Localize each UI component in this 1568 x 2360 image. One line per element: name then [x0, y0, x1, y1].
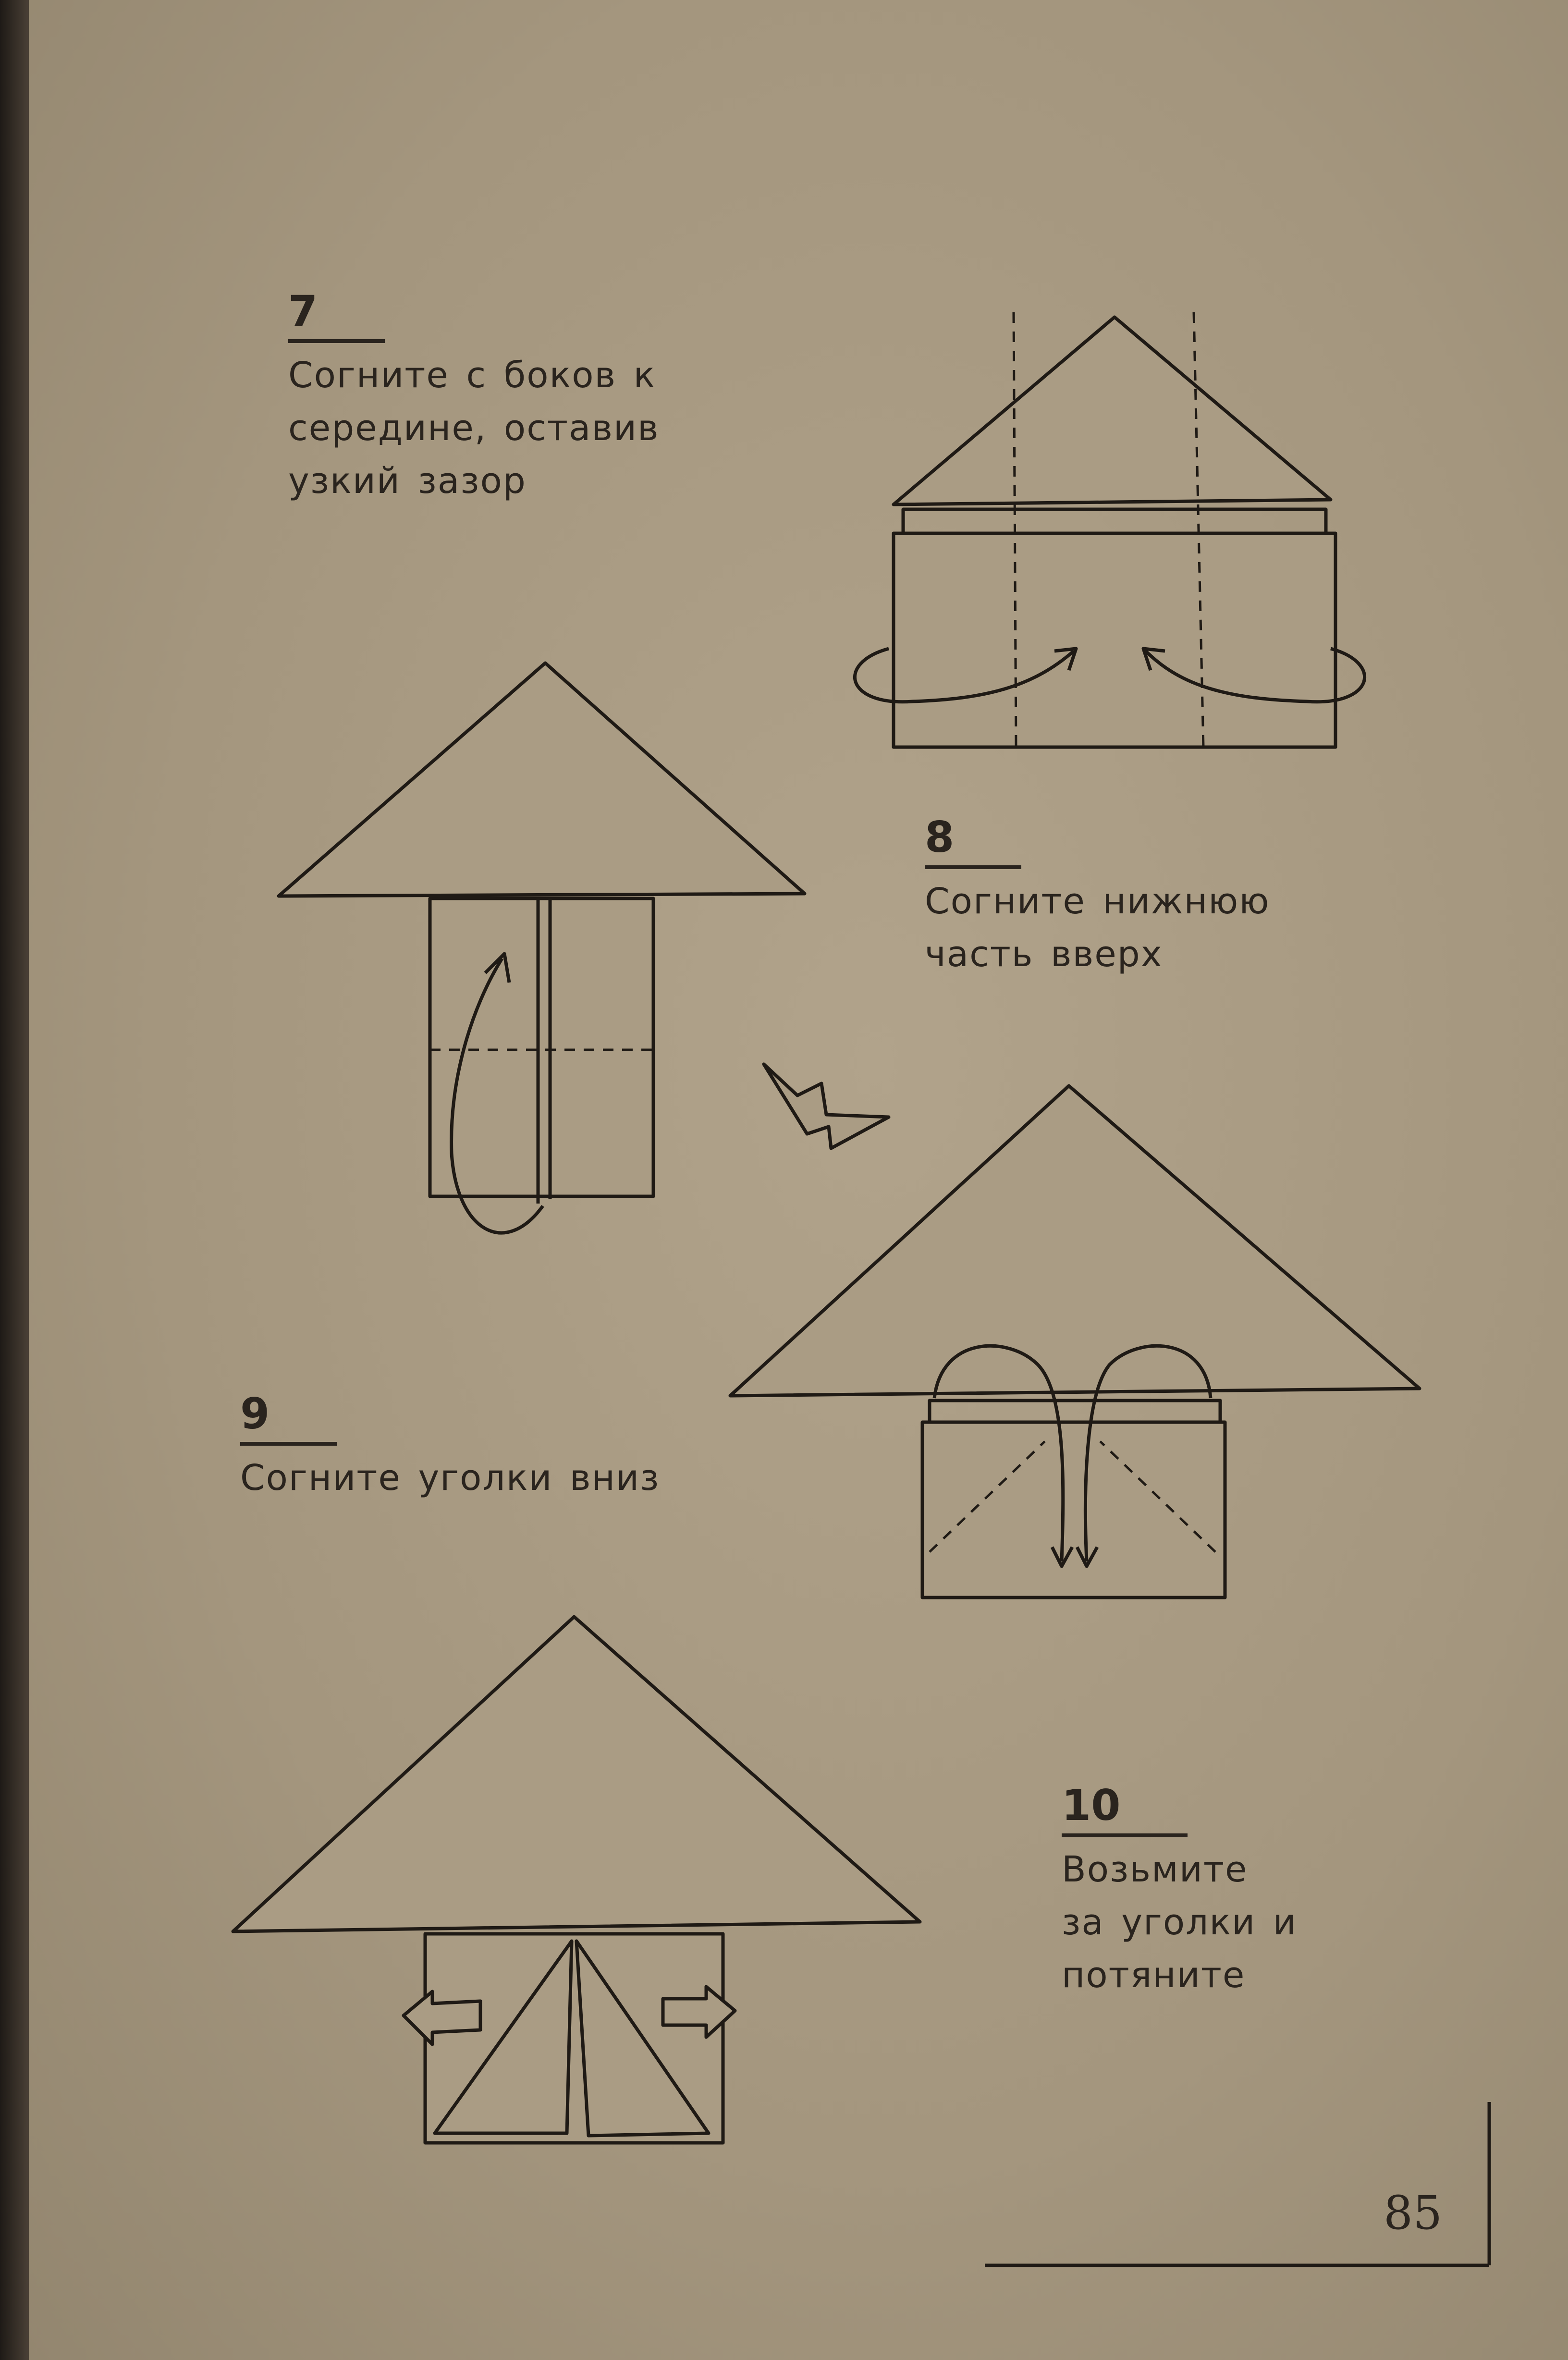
step-8-number: 8 [925, 814, 1021, 869]
page-corner-decoration [985, 2102, 1489, 2265]
diagram-8-roof [279, 663, 805, 896]
step-10-number: 10 [1062, 1782, 1188, 1837]
diagram-10-roof [233, 1617, 920, 1931]
diagram-step-10 [233, 1617, 920, 2143]
diagram-7-band [903, 509, 1326, 533]
step-10 [1062, 1782, 1297, 2002]
diagram-9-body [922, 1422, 1225, 1598]
diagram-7-roof [894, 317, 1331, 504]
step-10-text: Возьмите за уголки и потяните [1062, 1849, 1297, 1996]
step-8-text: Согните нижнюю часть вверх [925, 881, 1270, 975]
step-7-number: 7 [288, 288, 385, 343]
step-8 [925, 814, 1270, 981]
step-9-text: Согните уголки вниз [240, 1457, 660, 1499]
diagram-step-9 [730, 1086, 1420, 1598]
step-7 [288, 288, 660, 507]
step-9-number: 9 [240, 1391, 337, 1446]
diagram-step-7 [855, 312, 1364, 747]
transition-arrow [764, 1064, 889, 1148]
step-7-text: Согните с боков к середине, оставив узкий зазор [288, 355, 660, 502]
diagram-10-body [425, 1934, 723, 2143]
page-number: 85 [1384, 2186, 1443, 2240]
diagram-7-body [894, 533, 1335, 747]
step-9 [240, 1391, 660, 1504]
diagram-9-band [930, 1401, 1220, 1422]
next-step-arrow [764, 1064, 889, 1148]
diagram-step-8 [279, 663, 805, 1233]
